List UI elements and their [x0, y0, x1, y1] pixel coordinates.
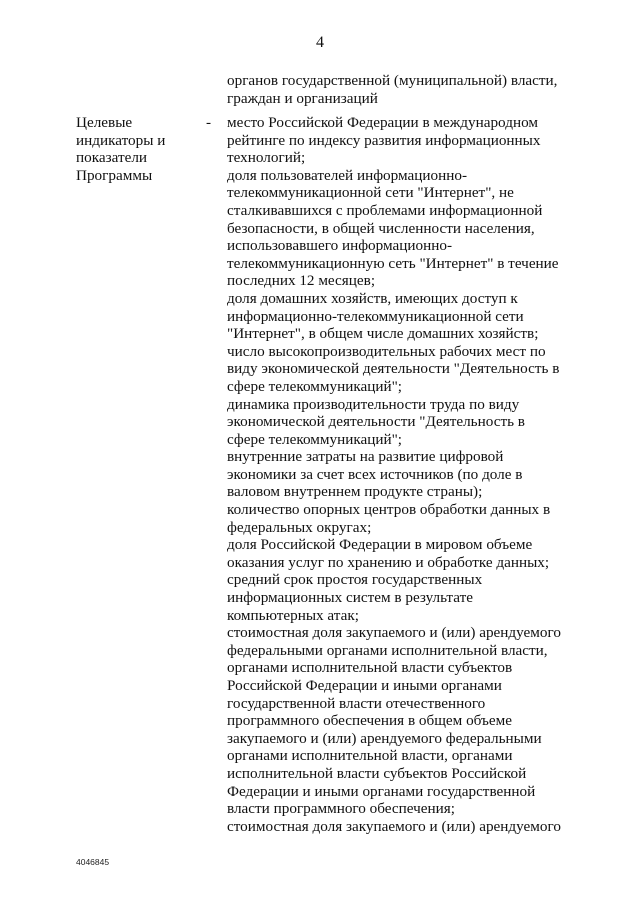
- indicator-line: федеральных округах;: [227, 518, 372, 536]
- indicator-line: информационных систем в результате: [227, 589, 473, 607]
- indicator-line: "Интернет", в общем числе домашних хозяйств;: [227, 325, 539, 343]
- indicator-line: последних 12 месяцев;: [227, 272, 376, 290]
- intro-line: органов государственной (муниципальной) власти,: [227, 72, 558, 89]
- indicator-line: доля Российской Федерации в мировом объеме: [227, 536, 533, 554]
- indicator-line: программного обеспечения в общем объеме: [227, 712, 512, 730]
- indicator-line: технологий;: [227, 149, 306, 167]
- indicator-line: закупаемого и (или) арендуемого федеральными: [227, 729, 542, 747]
- label-dash: -: [206, 114, 212, 131]
- indicator-line: сфере телекоммуникаций";: [227, 377, 403, 395]
- intro-continuation: [227, 72, 587, 107]
- indicator-line: место Российской Федерации в международном: [227, 114, 538, 131]
- section-label-line: Программы: [76, 166, 153, 184]
- indicator-line: экономики за счет всех источников (по доле в: [227, 465, 523, 483]
- indicator-line: количество опорных центров обработки данных в: [227, 501, 551, 519]
- indicator-line: федеральными органами исполнительной власти,: [227, 641, 548, 659]
- indicator-line: число высокопроизводительных рабочих мест по: [227, 342, 546, 360]
- indicator-line: исполнительной власти субъектов Российской: [227, 764, 527, 782]
- indicator-line: доля домашних хозяйств, имеющих доступ к: [227, 289, 518, 307]
- indicator-line: Федерации и иными органами государственной: [227, 782, 536, 800]
- indicator-line: информационно-телекоммуникационной сети: [227, 307, 524, 325]
- section-label-line: показатели: [76, 149, 148, 167]
- indicator-line: средний срок простоя государственных: [227, 571, 483, 589]
- page-number: 4: [316, 34, 324, 51]
- indicator-line: доля пользователей информационно-: [227, 166, 468, 184]
- indicator-line: рейтинге по индексу развития информационных: [227, 131, 541, 149]
- indicator-line: органами исполнительной власти субъектов: [227, 659, 513, 677]
- indicator-line: Российской Федерации и иными органами: [227, 677, 502, 694]
- indicator-line: экономической деятельности "Деятельность в: [227, 413, 525, 431]
- indicator-line: динамика производительности труда по виду: [227, 395, 520, 413]
- indicator-line: сфере телекоммуникаций";: [227, 430, 403, 448]
- indicator-line: внутренние затраты на развитие цифровой: [227, 448, 504, 466]
- indicator-line: сталкивавшихся с проблемами информационной: [227, 201, 543, 219]
- section-label: [76, 114, 196, 184]
- indicator-line: оказания услуг по хранению и обработке данных;: [227, 553, 550, 571]
- intro-line: граждан и организаций: [227, 89, 378, 107]
- indicator-list: [227, 114, 587, 835]
- indicator-line: органами исполнительной власти, органами: [227, 747, 513, 765]
- section-label-line: индикаторы и: [76, 131, 166, 149]
- indicator-line: валовом внутреннем продукте страны);: [227, 483, 483, 501]
- indicator-line: использовавшего информационно-: [227, 237, 453, 255]
- indicator-line: государственной власти отечественного: [227, 694, 486, 712]
- indicator-line: телекоммуникационной сети "Интернет", не: [227, 184, 514, 202]
- indicator-line: стоимостная доля закупаемого и (или) арендуемого: [227, 817, 561, 835]
- section-label-line: Целевые: [76, 114, 133, 131]
- indicator-line: стоимостная доля закупаемого и (или) арендуемого: [227, 624, 561, 642]
- indicator-line: безопасности, в общей численности населения,: [227, 219, 535, 237]
- indicator-line: компьютерных атак;: [227, 606, 359, 624]
- indicator-line: виду экономической деятельности "Деятельность в: [227, 360, 560, 378]
- indicator-line: телекоммуникационную сеть "Интернет" в течение: [227, 254, 559, 272]
- document-code: 4046845: [76, 857, 110, 867]
- indicator-line: власти программного обеспечения;: [227, 800, 455, 818]
